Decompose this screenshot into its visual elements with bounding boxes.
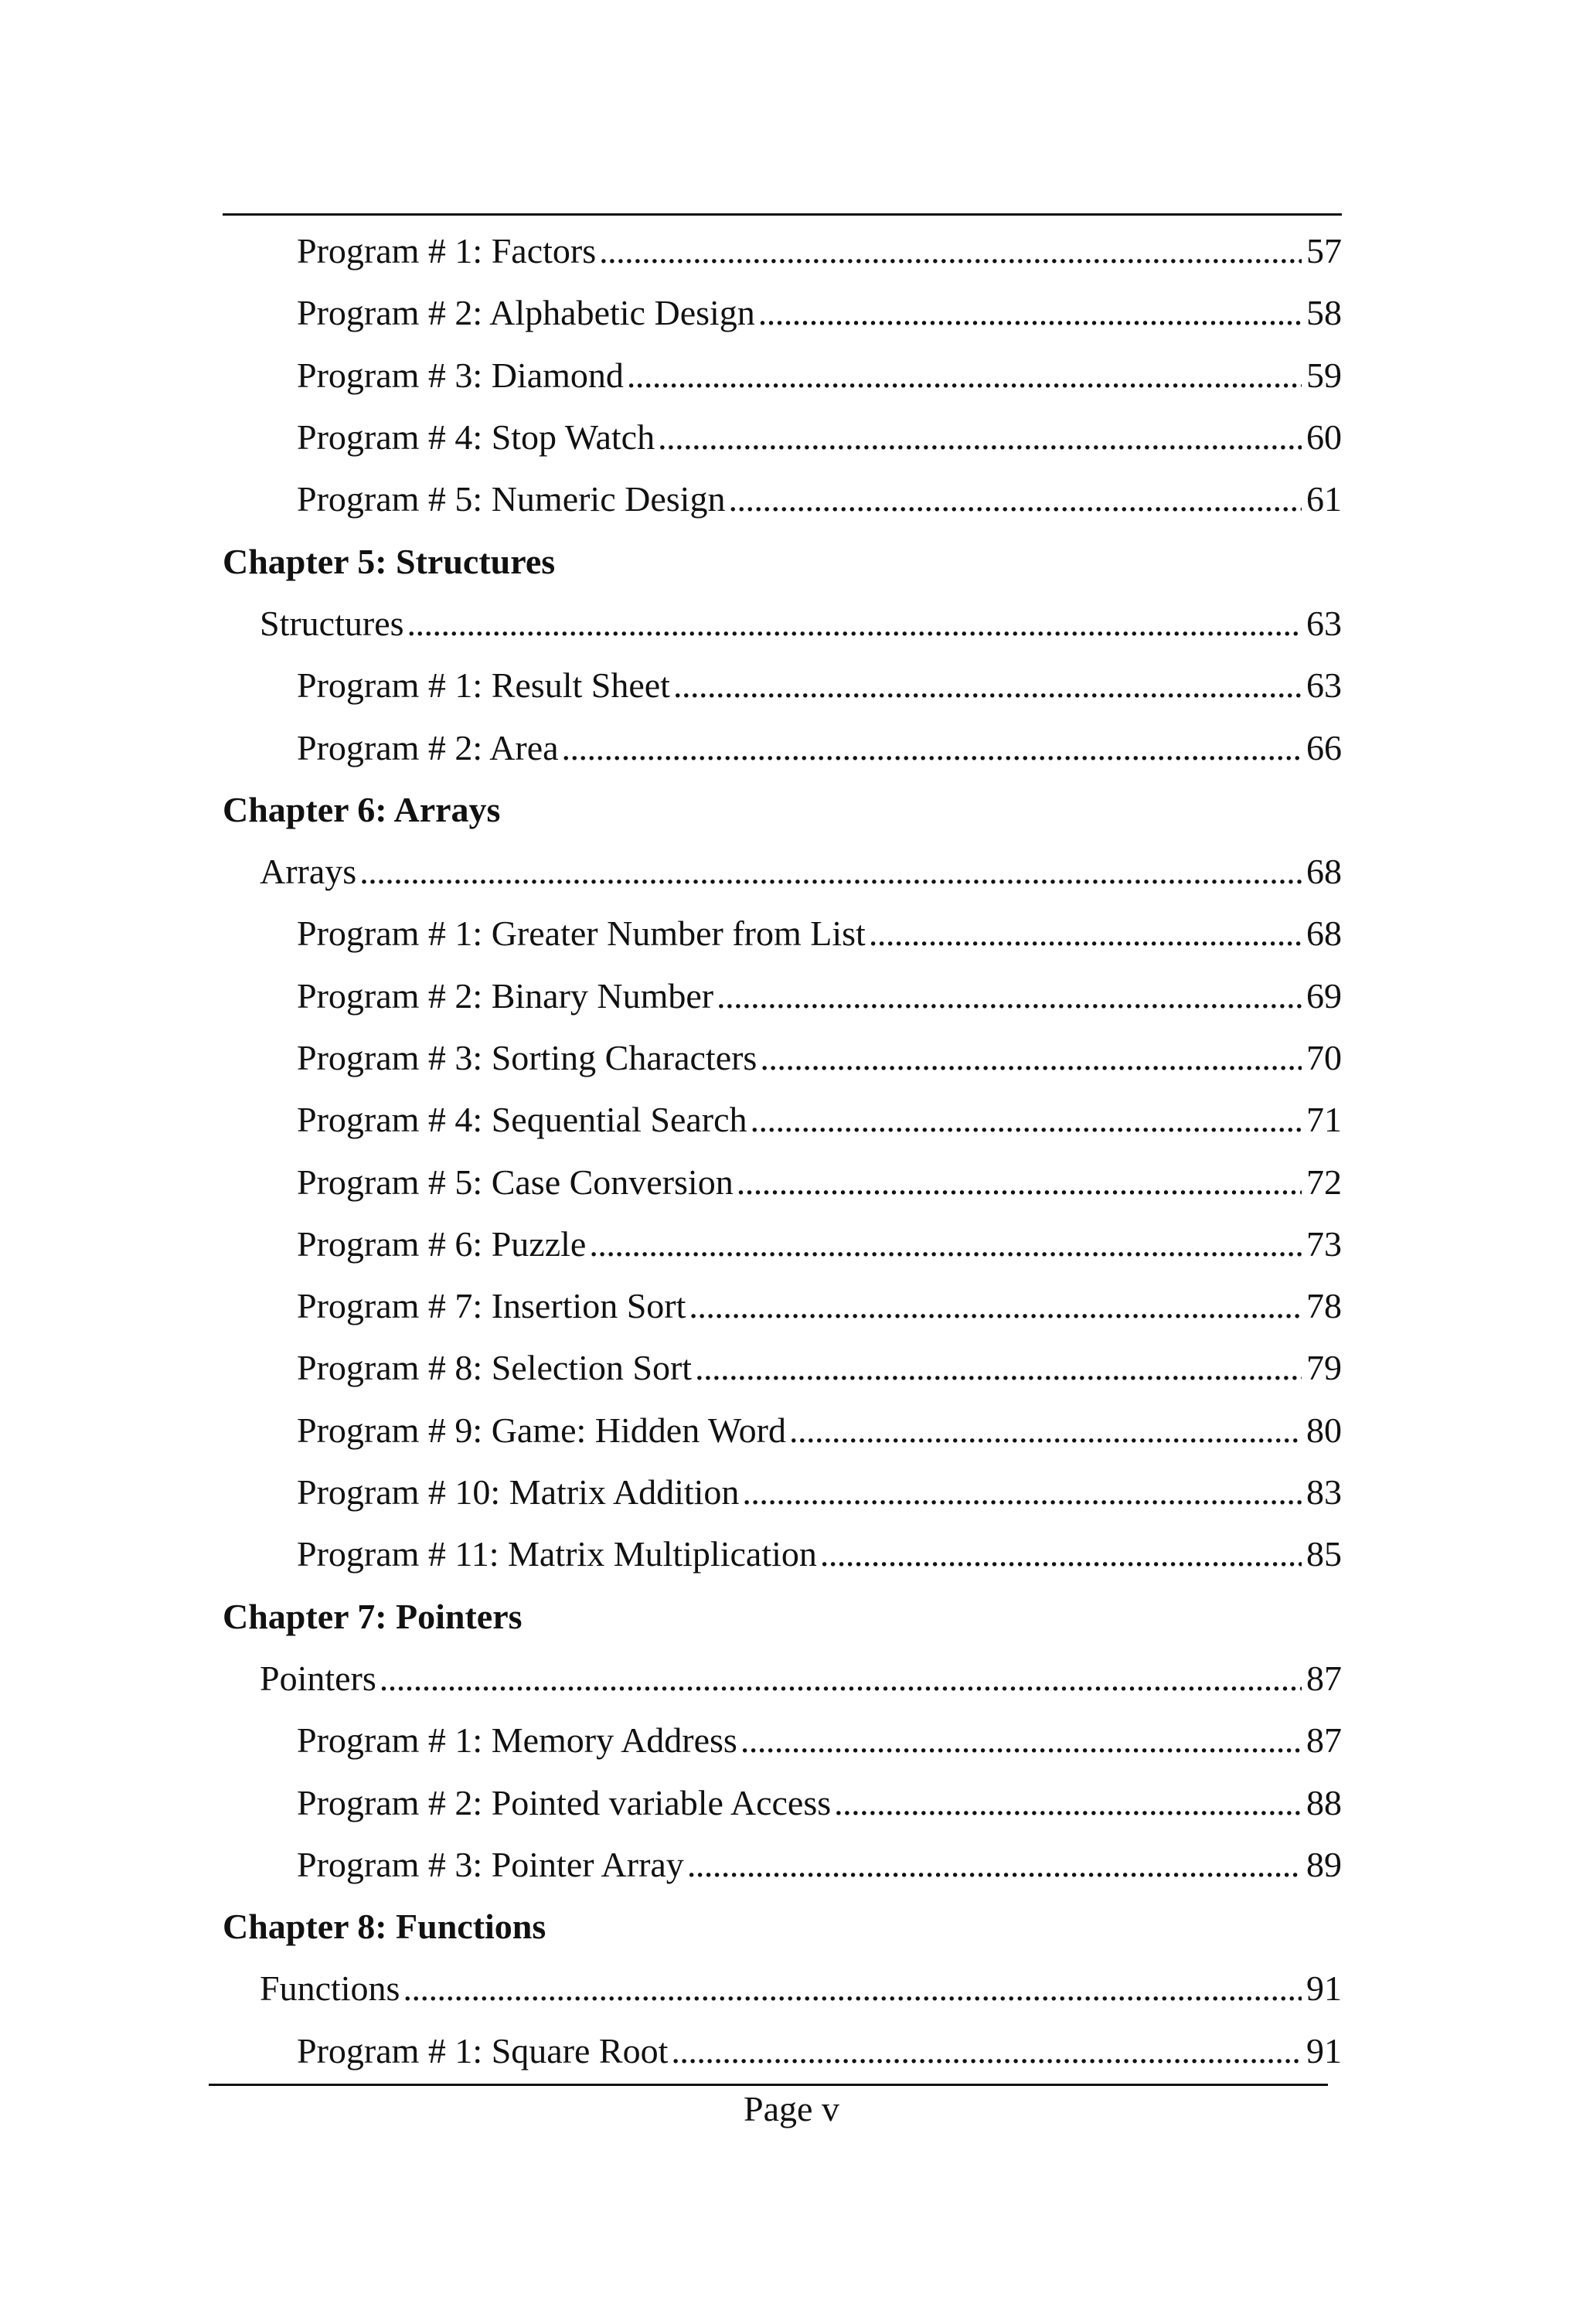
toc-entry-title: Chapter 6: Arrays (223, 789, 501, 829)
toc-entry-title: Program # 1: Memory Address (297, 1720, 737, 1761)
toc-page-number: 60 (1306, 417, 1342, 458)
toc-page-number: 71 (1306, 1100, 1342, 1140)
toc-entry-title: Program # 3: Diamond (297, 355, 624, 395)
toc-dot-leader (380, 1661, 1302, 1696)
toc-chapter-heading (223, 1586, 1342, 1648)
toc-entry-title: Chapter 8: Functions (223, 1907, 546, 1947)
toc-entry[interactable] (223, 1958, 1342, 2019)
header-rule (223, 213, 1342, 216)
toc-page-number: 79 (1306, 1348, 1342, 1388)
toc-dot-leader (359, 854, 1302, 890)
toc-page-number: 91 (1306, 2030, 1342, 2071)
toc-entry[interactable] (223, 282, 1342, 344)
toc-page-number: 68 (1306, 852, 1342, 892)
toc-entry[interactable] (223, 1523, 1342, 1585)
toc-dot-leader (740, 1723, 1302, 1758)
toc-entry[interactable] (223, 593, 1342, 655)
toc-dot-leader (695, 1350, 1302, 1386)
toc-dot-leader (589, 1227, 1302, 1262)
toc-page-number: 73 (1306, 1223, 1342, 1264)
toc-dot-leader (407, 606, 1302, 641)
toc-entry-title: Program # 1: Square Root (297, 2030, 669, 2071)
toc-entry[interactable] (223, 1151, 1342, 1213)
toc-entry-title: Program # 6: Puzzle (297, 1223, 587, 1264)
toc-entry-title: Program # 5: Numeric Design (297, 479, 726, 519)
toc-page-number: 87 (1306, 1658, 1342, 1698)
toc-entry[interactable] (223, 1771, 1342, 1833)
toc-page-number: 61 (1306, 479, 1342, 519)
footer-rule (209, 2084, 1328, 2086)
toc-entry[interactable] (223, 1400, 1342, 1461)
toc-page-number: 91 (1306, 1968, 1342, 2009)
toc-entry-title: Program # 4: Stop Watch (297, 417, 655, 458)
toc-dot-leader (403, 1971, 1302, 2006)
toc-dot-leader (742, 1475, 1302, 1510)
toc-entry[interactable] (223, 1461, 1342, 1523)
toc-entry[interactable] (223, 1275, 1342, 1337)
toc-entry[interactable] (223, 220, 1342, 282)
toc-entry-title: Program # 9: Game: Hidden Word (297, 1410, 786, 1450)
toc-entry-title: Program # 1: Factors (297, 231, 597, 271)
toc-entry[interactable] (223, 468, 1342, 530)
toc-entry[interactable] (223, 1648, 1342, 1710)
toc-entry-title: Program # 3: Sorting Characters (297, 1038, 757, 1077)
toc-entry-title: Program # 10: Matrix Addition (297, 1472, 740, 1512)
toc-entry-title: Program # 1: Greater Number from List (297, 914, 866, 954)
toc-entry-title: Program # 5: Case Conversion (297, 1162, 734, 1202)
toc-entry[interactable] (223, 965, 1342, 1027)
toc-entry[interactable] (223, 655, 1342, 716)
toc-entry-title: Program # 2: Binary Number (297, 975, 714, 1016)
toc-entry[interactable] (223, 407, 1342, 468)
toc-entry-title: Arrays (260, 852, 357, 892)
toc-page-number: 85 (1306, 1534, 1342, 1574)
toc-entry-title: Program # 2: Pointed variable Access (297, 1782, 832, 1822)
toc-entry-title: Chapter 5: Structures (223, 541, 556, 581)
toc-dot-leader (599, 233, 1302, 269)
toc-entry[interactable] (223, 1027, 1342, 1089)
toc-dot-leader (627, 358, 1302, 393)
toc-dot-leader (789, 1413, 1302, 1448)
toc-dot-leader (728, 481, 1302, 517)
toc-entry-title: Program # 3: Pointer Array (297, 1844, 684, 1884)
toc-page-number: 89 (1306, 1844, 1342, 1884)
toc-page-number: 63 (1306, 603, 1342, 643)
toc-dot-leader (820, 1536, 1302, 1572)
toc-page-number: 59 (1306, 355, 1342, 395)
toc-page-number: 83 (1306, 1472, 1342, 1512)
toc-entry-title: Program # 2: Area (297, 727, 559, 767)
toc-page-number: 78 (1306, 1286, 1342, 1326)
toc-dot-leader (737, 1165, 1302, 1200)
toc-entry[interactable] (223, 716, 1342, 778)
toc-page-number: 87 (1306, 1720, 1342, 1761)
toc-page-number: 88 (1306, 1782, 1342, 1822)
toc-dot-leader (658, 420, 1302, 455)
toc-entry-title: Program # 7: Insertion Sort (297, 1286, 686, 1326)
toc-page-number: 66 (1306, 727, 1342, 767)
toc-entry-title: Program # 11: Matrix Multiplication (297, 1534, 817, 1574)
toc-dot-leader (689, 1288, 1302, 1324)
toc-entry-title: Structures (260, 603, 404, 643)
toc-entry[interactable] (223, 903, 1342, 965)
toc-dot-leader (673, 668, 1302, 703)
toc-entry[interactable] (223, 1089, 1342, 1151)
toc-entry[interactable] (223, 2020, 1342, 2082)
toc-page-number: 69 (1306, 975, 1342, 1016)
toc-page-number: 72 (1306, 1162, 1342, 1202)
toc-entry-title: Pointers (260, 1658, 376, 1698)
page-number: Page v (744, 2089, 839, 2128)
toc-chapter-heading (223, 530, 1342, 592)
toc-page-number: 68 (1306, 914, 1342, 954)
toc-entry[interactable] (223, 1710, 1342, 1771)
toc-dot-leader (562, 730, 1302, 766)
toc-entry[interactable] (223, 345, 1342, 407)
toc-page-number: 80 (1306, 1410, 1342, 1450)
toc-entry-title: Program # 8: Selection Sort (297, 1348, 693, 1388)
toc-entry-title: Chapter 7: Pointers (223, 1596, 523, 1636)
toc-dot-leader (687, 1847, 1302, 1883)
toc-entry[interactable] (223, 1834, 1342, 1896)
toc-entry[interactable] (223, 841, 1342, 903)
toc-dot-leader (751, 1102, 1302, 1138)
toc-chapter-heading (223, 779, 1342, 841)
toc-dot-leader (834, 1785, 1302, 1821)
toc-entry-title: Functions (260, 1968, 400, 2009)
toc-dot-leader (869, 916, 1302, 951)
toc-entry-title: Program # 2: Alphabetic Design (297, 293, 755, 333)
toc-dot-leader (671, 2033, 1302, 2069)
toc-page-number: 58 (1306, 293, 1342, 333)
toc-page-number: 70 (1306, 1038, 1342, 1077)
toc-entry-title: Program # 4: Sequential Search (297, 1100, 747, 1140)
toc-dot-leader (717, 978, 1302, 1014)
toc-dot-leader (758, 295, 1302, 331)
toc-dot-leader (760, 1040, 1302, 1076)
table-of-contents (223, 220, 1342, 2082)
toc-page-number: 57 (1306, 231, 1342, 271)
toc-page-number: 63 (1306, 665, 1342, 706)
toc-entry[interactable] (223, 1213, 1342, 1275)
toc-entry[interactable] (223, 1337, 1342, 1399)
toc-chapter-heading (223, 1896, 1342, 1958)
toc-entry-title: Program # 1: Result Sheet (297, 665, 670, 706)
